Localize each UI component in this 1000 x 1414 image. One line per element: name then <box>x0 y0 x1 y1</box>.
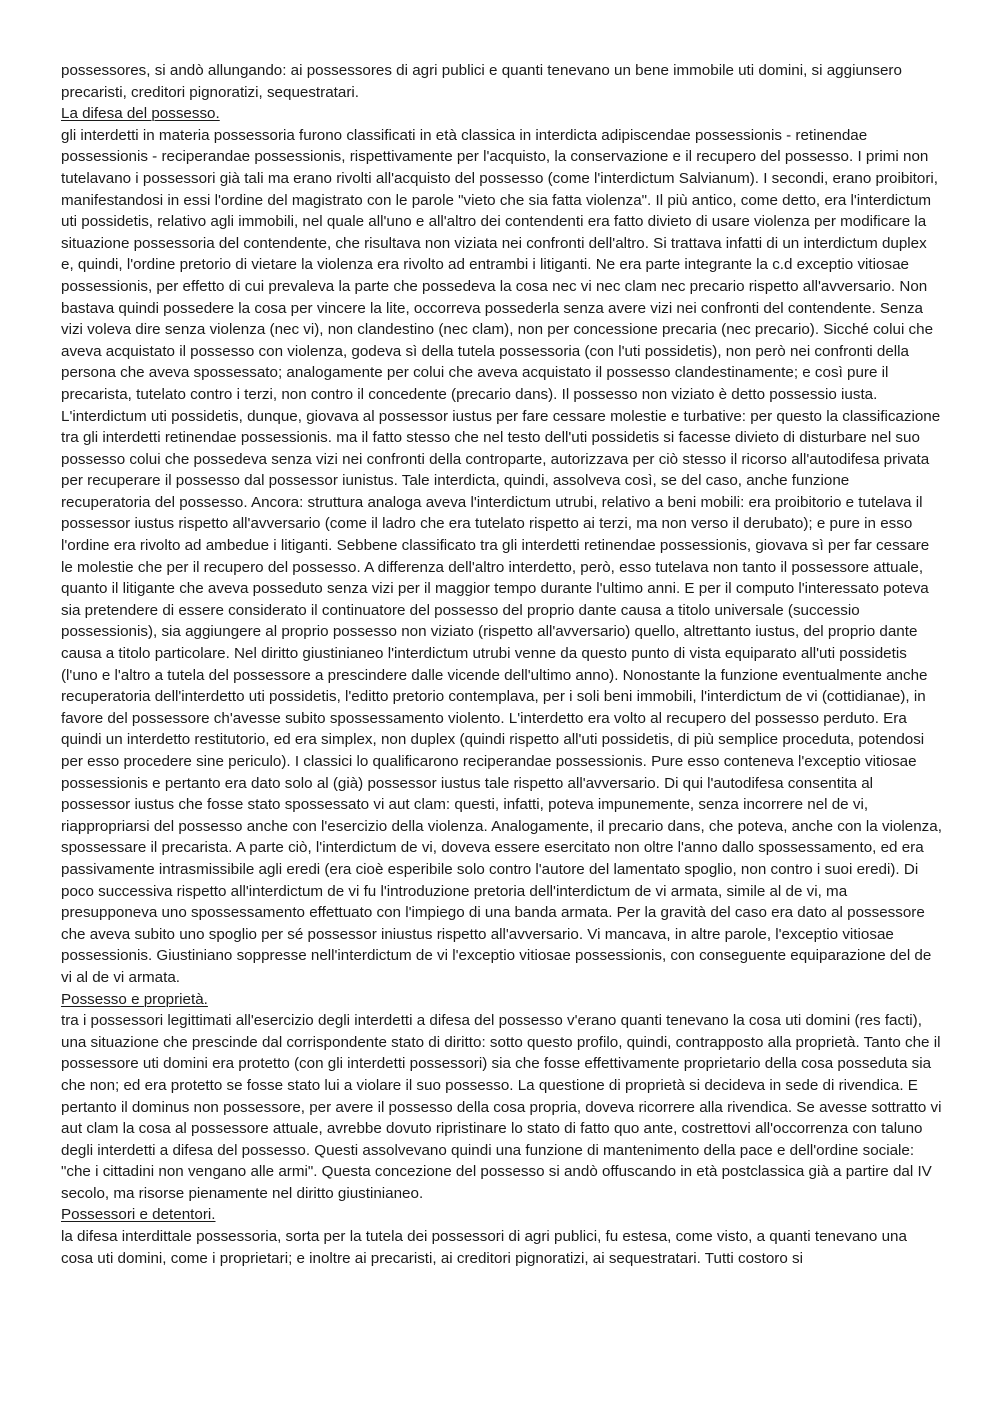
paragraph-difesa-del-possesso: gli interdetti in materia possessoria furono classificati in età classica in interdicta adipiscendae possessionis - retinendae possessionis - reciperandae possessionis, rispettivamente per l'acquisto, la conservazione e il recupero del possesso. I primi non tutelavano i possessori già tali ma erano rivolti all'acquisto del possesso (come l'interdictum Salvianum). I secondi, erano proibitori, manifestandosi in essi l'ordine del magistrato con le parole "vieto che sia fatta violenza". Il più antico, come detto, era l'interdictum uti possidetis, relativo agli immobili, nel quale all'uno e all'altro dei contendenti era fatto divieto di usare violenza per modificare la situazione possessoria del contendente, che risultava non viziata nei confronti dell'altro. Si trattava infatti di un interdictum duplex e, quindi, l'ordine pretorio di vietare la violenza era rivolto ad entrambi i litiganti. Ne era parte integrante la c.d exceptio vitiosae possessionis, per effetto di cui prevaleva la parte che possedeva la cosa nec vi nec clam nec precario rispetto all'avversario. Non bastava quindi possedere la cosa per vincere la lite, occorreva possederla senza avere vizi nei confronti del contendente. Senza vizi voleva dire senza violenza (nec vi), non clandestino (nec clam), non per concessione precaria (nec precario). Sicché colui che aveva acquistato il possesso con violenza, godeva sì della tutela possessoria (con l'uti possidetis), non però nei confronti della persona che aveva spossessato; analogamente per colui che aveva acquistato il possesso clandestinamente; e così pure il precarista, tutelato contro i terzi, non contro il concedente (precario dans). Il possesso non viziato è detto possessio iusta. L'interdictum uti possidetis, dunque, giovava al possessor iustus per fare cessare molestie e turbative: per questo la classificazione tra gli interdetti retinendae possessionis. ma il fatto stesso che nel testo dell'uti possidetis si facesse divieto di disturbare nel suo possesso colui che possedeva senza vizi nei confronti della controparte, autorizzava per ciò stesso il ricorso all'autodifesa privata per recuperare il possesso dal possessor iunistus. Tale interdicta, quindi, assolveva così, se del caso, anche funzione recuperatoria del possesso. Ancora: struttura analoga aveva l'interdictum utrubi, relativo a beni mobili: era proibitorio e tutelava il possessor iustus rispetto all'avversario (come il ladro che era tutelato rispetto ai terzi, ma non verso il derubato); e pure in esso l'ordine era rivolto ad ambedue i litiganti. Sebbene classificato tra gli interdetti retinendae possessionis, giovava sì per far cessare le molestie che per il recupero del possesso. A differenza dell'altro interdetto, però, esso tutelava non tanto il possessore attuale, quanto il litigante che aveva posseduto senza vizi per il maggior tempo durante l'ultimo anni. E per il computo l'interessato poteva sia pretendere di essere considerato il continuatore del possesso del proprio dante causa a titolo universale (successio possessionis), sia aggiungere al proprio possesso non viziato (rispetto all'avversario) quello, altrettanto iustus, del proprio dante causa a titolo particolare. Nel diritto giustinianeo l'interdictum utrubi venne da questo punto di vista equiparato all'uti possidetis (l'uno e l'altro a tutela del possessore a prescindere dalle vicende dell'ultimo anno). Nonostante la funzione eventualmente anche recuperatoria dell'interdetto uti possidetis, l'editto pretorio contemplava, per i soli beni immobili, l'interdictum de vi (cottidianae), in favore del possessore ch'avesse subito spossessamento violento. L'interdetto era volto al recupero del possesso perduto. Era quindi un interdetto restitutorio, ed era simplex, non duplex (quindi rispetto all'uti possidetis, di più semplice proceduta, potendosi per esso procedere sine periculo). I classici lo qualificarono reciperandae possessionis. Pure esso conteneva l'exceptio vitiosae possessionis e pertanto era dato solo al (già) possessor iustus tale rispetto all'avversario. Di qui l'autodifesa consentita al possessor iustus che fosse stato spossessato vi aut clam: questi, infatti, poteva impunemente, senza incorrere nel de vi, riappropriarsi del possesso anche con l'esercizio della violenza. Analogamente, il precario dans, che poteva, anche con la violenza, spossessare il precarista. A parte ciò, l'interdictum de vi, doveva essere esercitato non oltre l'anno dallo spossessamento, ed era passivamente intrasmissibile agli eredi (era cioè esperibile solo contro l'autore del lamentato spoglio, non contro i suoi eredi). Di poco successiva rispetto all'interdictum de vi fu l'introduzione pretoria dell'interdictum de vi armata, simile al de vi, ma presupponeva uno spossessamento effettuato con l'impiego di una banda armata. Per la gravità del caso era dato al possessore che aveva subito uno spoglio per sé possessor iniustus rispetto all'avversario. Vi mancava, in altre parole, l'exceptio vitiosae possessionis. Giustiniano soppresse nell'interdictum de vi l'exceptio vitiosae possessionis, con conseguente equiparazione del de vi al de vi armata. <box>61 126 942 986</box>
section-heading-possesso-e-proprieta: Possesso e proprietà. <box>61 990 208 1008</box>
paragraph-possessores-continuation: possessores, si andò allungando: ai possessores di agri publici e quanti tenevano un bene immobile uti domini, si aggiunsero precaristi, creditori pignoratizi, sequestratari. <box>61 62 902 101</box>
section-heading-difesa-del-possesso: La difesa del possesso. <box>61 105 220 123</box>
section-heading-possessori-e-detentori: Possessori e detentori. <box>61 1206 216 1224</box>
paragraph-possessori-e-detentori: la difesa interdittale possessoria, sorta per la tutela dei possessori di agri publici, fu estesa, come visto, a quanti tenevano una cosa uti domini, come i proprietari; e inoltre ai precaristi, ai creditori pignoratizi, ai sequestratari. Tutti costoro si <box>61 1228 907 1267</box>
paragraph-possesso-e-proprieta: tra i possessori legittimati all'esercizio degli interdetti a difesa del possesso v'erano quanti tenevano la cosa uti domini (res facti), una situazione che prescinde dal corrispondente stato di diritto: sotto questo profilo, quindi, contrapposto alla proprietà. Tanto che il possessore uti domini era protetto (con gli interdetti possessori) sia che fosse effettivamente proprietario della cosa posseduta sia che non; ed era protetto se fosse stato lui a violare il suo possesso. La questione di proprietà si decideva in sede di rivendica. E pertanto il dominus non possessore, per avere il possesso della cosa propria, doveva ricorrere alla rivendica. Se avesse sottratto vi aut clam la cosa al possessore attuale, avrebbe dovuto ripristinare lo stato di fatto quo ante, costrettovi all'occorrenza con taluno degli interdetti a difesa del possesso. Questi assolvevano quindi una funzione di mantenimento della pace e dell'ordine sociale: "che i cittadini non vengano alle armi". Questa concezione del possesso si andò offuscando in età postclassica già a partire dal IV secolo, ma risorse pienamente nel diritto giustinianeo. <box>61 1012 942 1202</box>
